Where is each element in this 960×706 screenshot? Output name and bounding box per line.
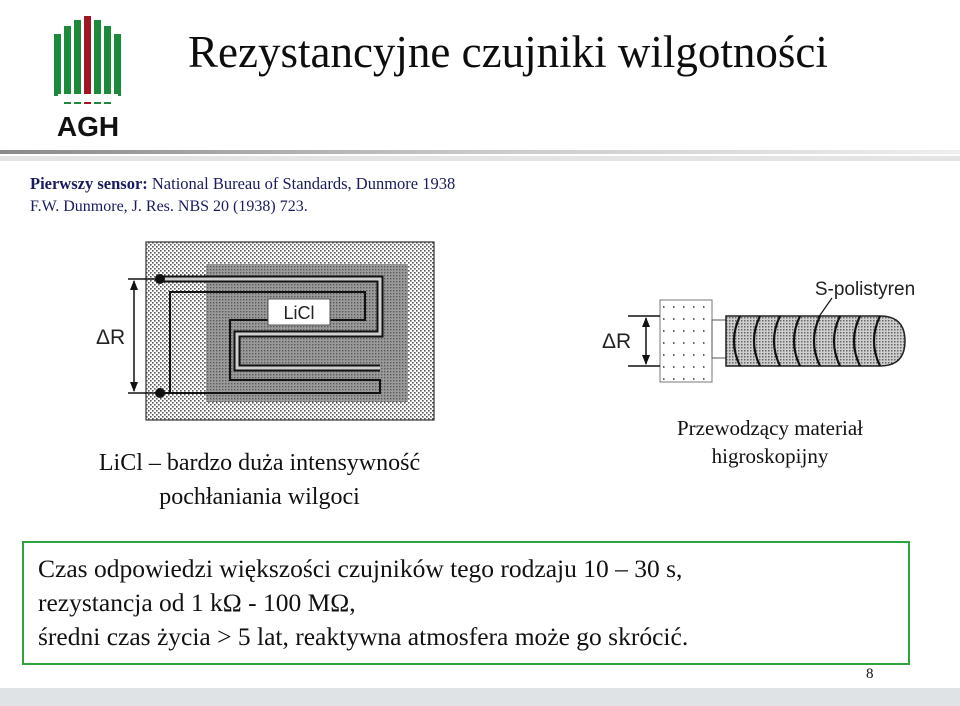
s-polystyrene-label: S-polistyren bbox=[814, 279, 916, 300]
logo-text: AGH bbox=[56, 111, 120, 140]
right-caption-line-2: higroskopijny bbox=[711, 444, 829, 468]
summary-line-2: rezystancja od 1 kΩ - 100 MΩ, bbox=[38, 588, 356, 617]
licl-sensor-diagram bbox=[96, 242, 434, 420]
header-divider bbox=[0, 148, 960, 164]
left-delta-r-label: ΔR bbox=[96, 326, 126, 349]
right-caption bbox=[630, 414, 910, 470]
licl-label: LiCl bbox=[283, 303, 315, 323]
agh-logo bbox=[48, 14, 128, 140]
page-number: 8 bbox=[866, 666, 874, 682]
slide-title: Rezystancyjne czujniki wilgotności bbox=[188, 27, 828, 77]
summary-box bbox=[22, 541, 910, 665]
footer-bar bbox=[0, 688, 960, 706]
source-line-2: F.W. Dunmore, J. Res. NBS 20 (1938) 723. bbox=[30, 198, 308, 215]
source-line-1 bbox=[30, 174, 455, 194]
right-caption-line-1: Przewodzący materiał bbox=[677, 416, 863, 440]
summary-line-1: Czas odpowiedzi większości czujników tego rodzaju 10 – 30 s, bbox=[38, 554, 683, 583]
left-caption-line-2: pochłaniania wilgoci bbox=[159, 484, 360, 510]
source-rest: National Bureau of Standards, Dunmore 1938 bbox=[147, 174, 456, 193]
right-delta-r-label: ΔR bbox=[602, 330, 632, 353]
summary-line-3: średni czas życia > 5 lat, reaktywna atmosfera może go skrócić. bbox=[38, 622, 689, 651]
source-bold-label: Pierwszy sensor: bbox=[30, 174, 148, 193]
left-caption bbox=[32, 446, 487, 514]
left-caption-line-1: LiCl – bardzo duża intensywność bbox=[98, 450, 421, 476]
polystyrene-sensor-diagram bbox=[602, 279, 915, 382]
sensor-diagrams bbox=[0, 230, 960, 440]
